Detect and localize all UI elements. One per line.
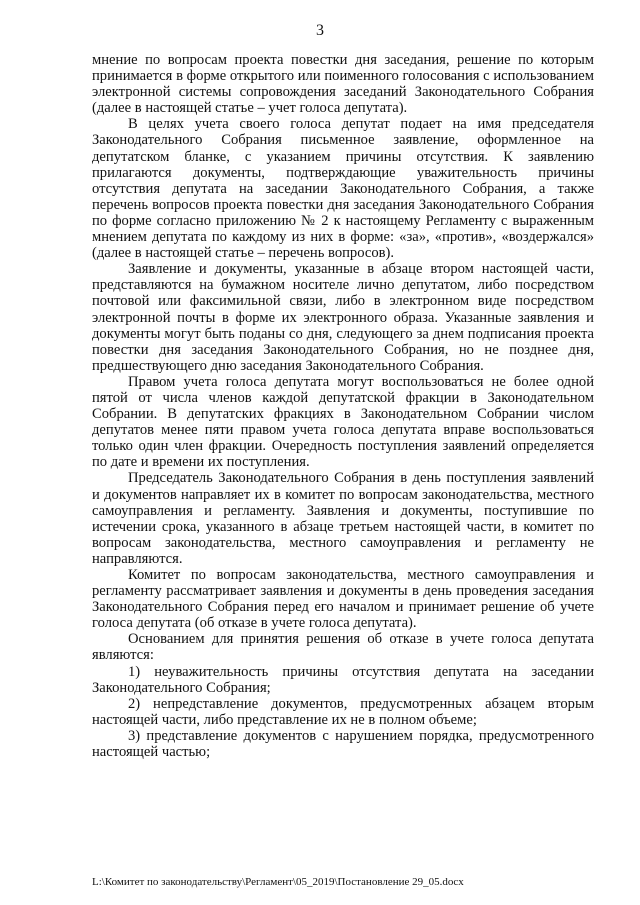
- paragraph-continuation: мнение по вопросам проекта повестки дня заседания, решение по которым принимается в форме открытого или поименного голосования с использованием электронной системы сопровождения заседаний Законодательного Собрания (далее в настоящей статье – учет голоса депутата).: [92, 52, 594, 117]
- document-body: [92, 52, 594, 760]
- footer-file-path: L:\Комитет по законодательству\Регламент\05_2019\Постановление 29_05.docx: [92, 876, 464, 888]
- paragraph: Правом учета голоса депутата могут воспользоваться не более одной пятой от числа членов каждой депутатской фракции в Законодательном Собрании. В депутатских фракциях в Законодательном Собрании числом депутатов менее пяти правом учета голоса депутата вправе воспользоваться только один член фракции. Очередность поступления заявлений определяется по дате и времени их поступления.: [92, 373, 594, 471]
- paragraph: Председатель Законодательного Собрания в день поступления заявлений и документов направляет их в комитет по вопросам законодательства, местного самоуправления и регламенту. Заявления и документы, поступившие по истечении срока, указанного в абзаце третьем настоящей части, в комитет по вопросам законодательства, местного самоуправления и регламенту не направляются.: [92, 470, 594, 567]
- paragraph: Заявление и документы, указанные в абзаце втором настоящей части, представляются на бумажном носителе лично депутатом, либо посредством почтовой или факсимильной связи, либо в электронном виде посредством электронной почты в форме их электронного образа. Указанные заявления и документы могут быть поданы со дня, следующего за днем подписания проекта повестки дня заседания Законодательного Собрания, но не позднее дня, предшествующего дню заседания Законодательного Собрания.: [92, 261, 594, 374]
- list-item: 1) неуважительность причины отсутствия депутата на заседании Законодательного Собрания;: [92, 663, 594, 696]
- paragraph: Комитет по вопросам законодательства, местного самоуправления и регламенту рассматривает заявления и документы в день проведения заседания Законодательного Собрания перед его началом и принимает решение об учете голоса депутата (об отказе в учете голоса депутата).: [92, 567, 594, 632]
- list-item: 2) непредставление документов, предусмотренных абзацем вторым настоящей части, либо представление их не в полном объеме;: [92, 695, 594, 728]
- paragraph: Основанием для принятия решения об отказе в учете голоса депутата являются:: [92, 631, 594, 664]
- list-item: 3) представление документов с нарушением порядка, предусмотренного настоящей частью;: [92, 727, 594, 761]
- paragraph: В целях учета своего голоса депутат подает на имя председателя Законодательного Собрания письменное заявление, оформленное на депутатском бланке, с указанием причины отсутствия. К заявлению прилагаются документы, подтверждающие уважительность причины отсутствия депутата на заседании Законодательного Собрания, а также перечень вопросов проекта повестки дня заседания Законодательного Собрания по форме согласно приложению № 2 к настоящему Регламенту с выраженным мнением депутата по каждому из них в форме: «за», «против», «воздержался» (далее в настоящей статье – перечень вопросов).: [92, 116, 594, 262]
- page-number: 3: [316, 22, 324, 39]
